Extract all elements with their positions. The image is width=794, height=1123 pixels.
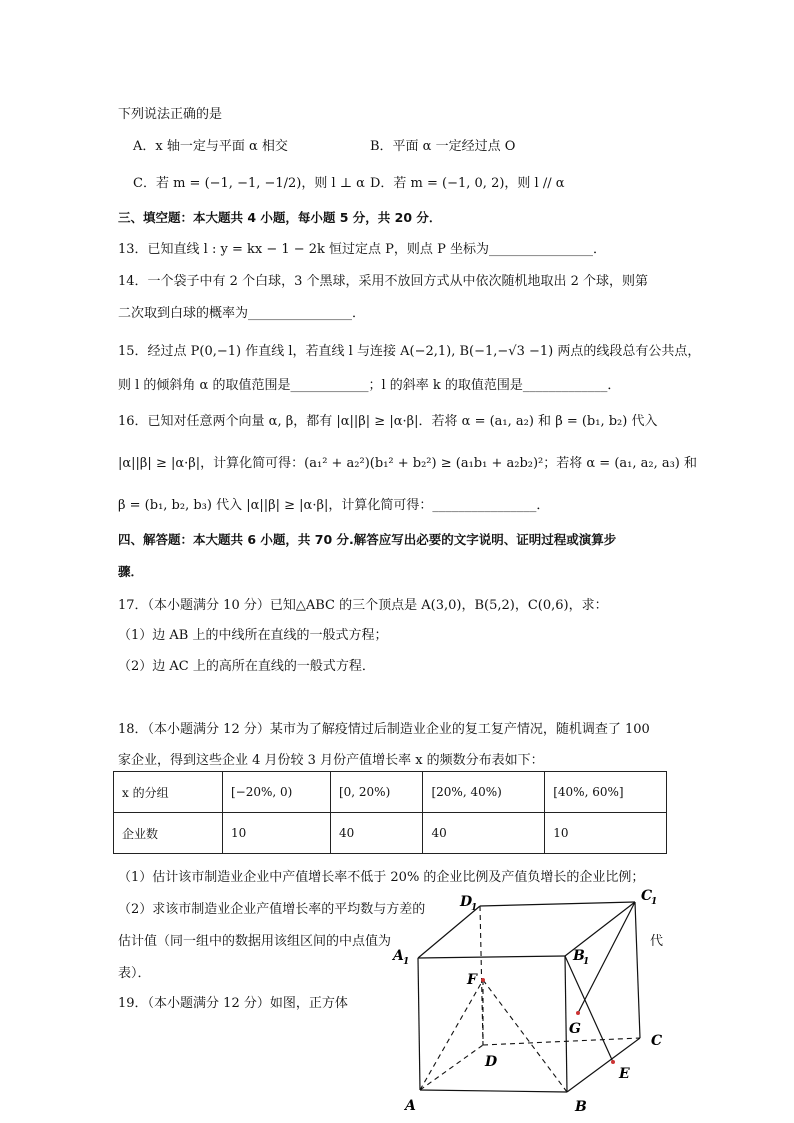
question-17: 17．（本小题满分 10 分）已知△ABC 的三个顶点是 A(3,0)，B(5,2)，C(0,6)，求： (118, 598, 608, 613)
question-14-line1: 14．一个袋子中有 2 个白球，3 个黑球，采用不放回方式从中依次随机地取出 2 个球，则第 (118, 274, 649, 289)
hidden-segment-F-B (483, 980, 567, 1092)
hidden-segment-A-F (420, 980, 483, 1090)
question-18-line2: 家企业，得到这些企业 4 月份较 3 月份产值增长率 x 的频数分布表如下： (118, 753, 544, 768)
table-cell: x 的分组 (114, 772, 223, 813)
question-18-line1: 18．（本小题满分 12 分）某市为了解疫情过后制造业企业的复工复产情况，随机调查了 100 (118, 722, 650, 737)
option-a: A．x 轴一定与平面 α 相交 (133, 139, 288, 154)
table-cell: 企业数 (114, 813, 223, 854)
question-13: 13．已知直线 l : y = kx − 1 − 2k 恒过定点 P，则点 P 坐标为________________． (118, 242, 606, 257)
label-A1: A (393, 948, 404, 964)
point-E (611, 1060, 615, 1064)
edge-C1-C (635, 902, 640, 1038)
table-cell: [−20%, 0) (223, 772, 331, 813)
label-B1-sub: 1 (583, 957, 590, 967)
label-B: B (575, 1099, 587, 1115)
point-G (576, 1011, 580, 1015)
question-17-part1: （1）边 AB 上的中线所在直线的一般式方程； (118, 628, 388, 643)
question-18-part2-line2: 估计值（同一组中的数据用该组区间的中点值为 (118, 934, 392, 949)
label-D1: D (460, 894, 473, 910)
question-18-part1: （1）估计该市制造业企业中产值增长率不低于 20% 的企业比例及产值负增长的企业比例； (118, 870, 645, 885)
question-18-part2-line2-end: 代 (650, 934, 664, 949)
label-B1: B (573, 948, 585, 964)
table-cell: [0, 20%) (330, 772, 423, 813)
question-18-part2-line3: 表）． (118, 966, 151, 981)
option-d: D．若 m = (−1, 0, 2)，则 l // α (370, 176, 565, 191)
table-cell: 10 (223, 813, 331, 854)
question-17-part2: （2）边 AC 上的高所在直线的一般式方程． (118, 659, 375, 674)
label-C1: C (641, 888, 653, 904)
label-G: G (569, 1021, 581, 1037)
cube-diagram (385, 880, 675, 1115)
label-D1-sub: 1 (471, 903, 478, 913)
edge-D1-C1 (480, 902, 635, 906)
question-15-line1: 15．经过点 P(0,−1) 作直线 l，若直线 l 与连接 A(−2,1), B(−1,−√3 −1) 两点的线段总有公共点， (118, 344, 701, 359)
section-4-heading: 四、解答题：本大题共 6 小题，共 70 分.解答应写出必要的文字说明、证明过程或演算步 (118, 532, 617, 547)
question-19: 19．（本小题满分 12 分）如图，正方体 (118, 996, 348, 1011)
edge-A1-D1 (418, 906, 480, 958)
option-c: C．若 m = (−1, −1, −1/2)，则 l ⊥ α (133, 176, 365, 191)
edge-B-B1 (565, 956, 567, 1092)
table-cell: [20%, 40%) (423, 772, 545, 813)
question-18-part2-line1: （2）求该市制造业企业产值增长率的平均数与方差的 (118, 902, 426, 917)
question-14-line2: 二次取到白球的概率为________________． (118, 306, 366, 321)
label-E: E (619, 1066, 630, 1082)
point-F (481, 978, 485, 982)
hidden-edge-D1-D (480, 906, 483, 1045)
question-16-line2: |α||β| ≥ |α·β|，计算化简可得：(a₁² + a₂²)(b₁² + b₂²) ≥ (a₁b₁ + a₂b₂)²；若将 α = (a₁, a₂, a₃) 和 (118, 456, 698, 471)
intro-text: 下列说法正确的是 (118, 107, 223, 122)
label-D: D (485, 1054, 498, 1070)
section-3-heading: 三、填空题：本大题共 4 小题，每小题 5 分，共 20 分． (118, 210, 442, 225)
label-F: F (467, 972, 477, 988)
label-A: A (405, 1098, 416, 1114)
section-4-heading-cont: 骤． (118, 564, 144, 579)
hidden-edge-D-C (483, 1038, 640, 1045)
edge-A1-B1 (418, 956, 565, 958)
table-cell: [40%, 60%] (545, 772, 667, 813)
table-cell: 40 (423, 813, 545, 854)
table-row (114, 813, 667, 854)
label-A1-sub: 1 (403, 957, 410, 967)
hidden-edge-A-D (420, 1045, 483, 1090)
table-cell: 40 (330, 813, 423, 854)
label-C1-sub: 1 (651, 897, 658, 907)
edge-A-B (420, 1090, 567, 1092)
question-15-line2: 则 l 的倾斜角 α 的取值范围是____________；l 的斜率 k 的取值范围是_____________． (118, 378, 621, 393)
table-cell: 10 (545, 813, 667, 854)
frequency-table (113, 771, 667, 854)
question-16-line3: β = (b₁, b₂, b₃) 代入 |α||β| ≥ |α·β|，计算化简可得：________________． (118, 498, 550, 513)
segment-B1-E (565, 956, 613, 1062)
question-16-line1: 16．已知对任意两个向量 α, β，都有 |α||β| ≥ |α·β|．若将 α = (a₁, a₂) 和 β = (b₁, b₂) 代入 (118, 414, 658, 429)
edge-B-C (567, 1038, 640, 1092)
edge-A-A1 (418, 958, 420, 1090)
table-row (114, 772, 667, 813)
option-b: B．平面 α 一定经过点 O (370, 139, 516, 154)
label-C: C (651, 1033, 663, 1049)
